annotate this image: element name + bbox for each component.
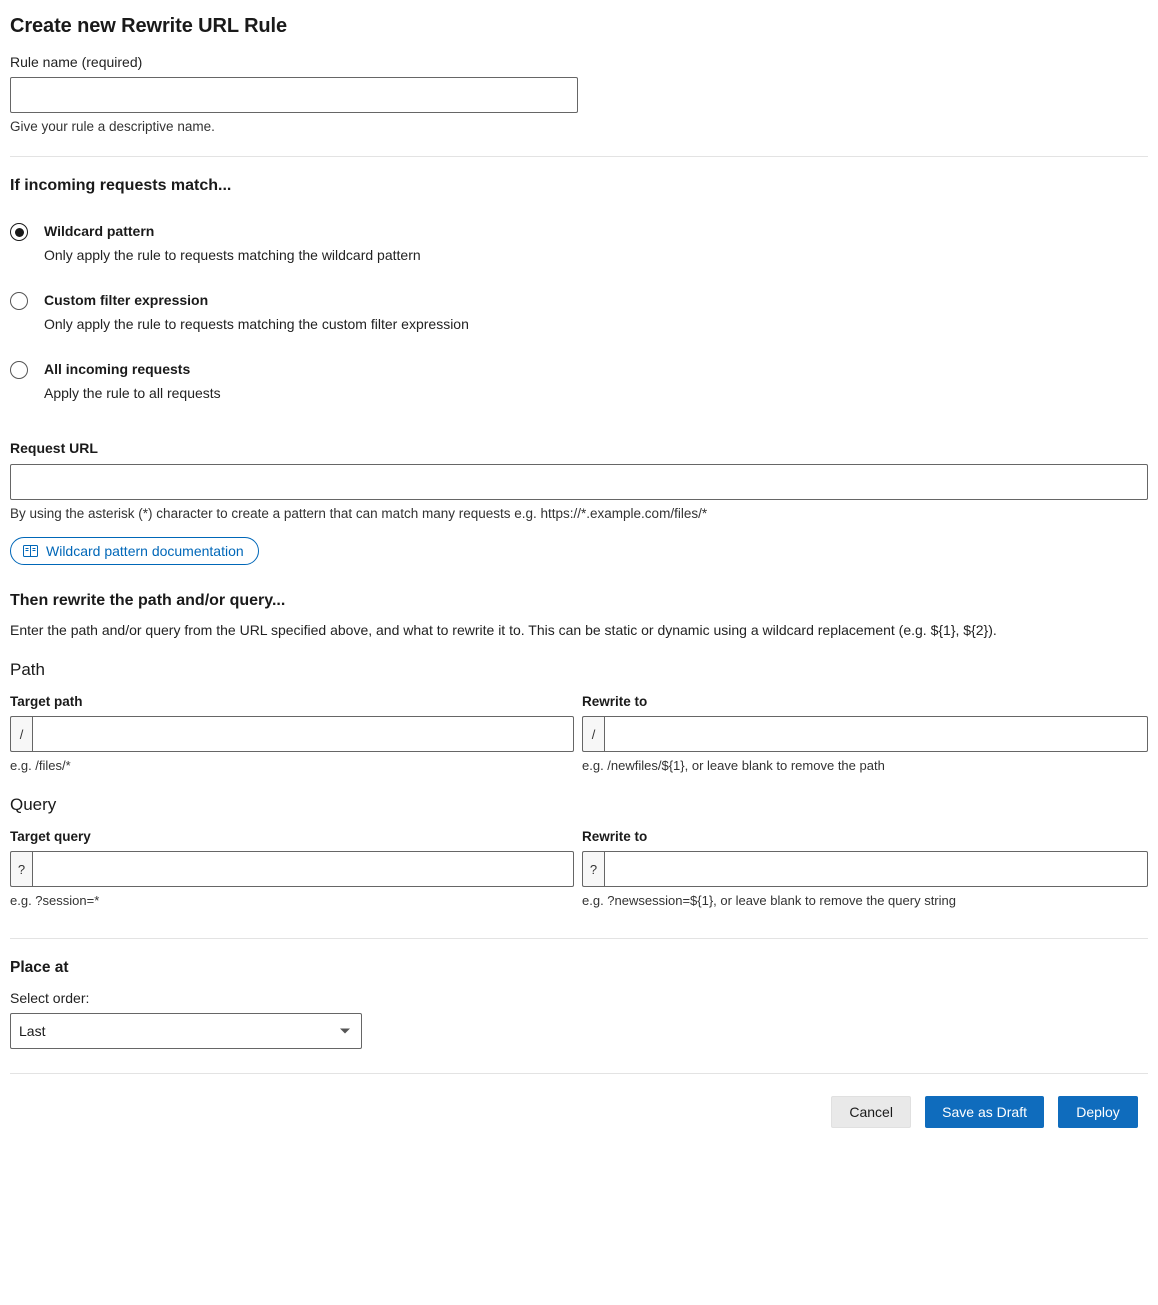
- target-query-hint: e.g. ?session=*: [10, 893, 100, 908]
- divider-place-at: [10, 938, 1148, 939]
- rule-name-field-group: [10, 54, 1148, 134]
- path-rewrite-to-field-group: [582, 694, 1148, 773]
- path-rewrite-to-label: Rewrite to: [582, 694, 648, 709]
- request-url-field-group: [10, 440, 1148, 565]
- target-path-hint: e.g. /files/*: [10, 758, 71, 773]
- select-order-label: Select order:: [10, 990, 90, 1006]
- divider-top: [10, 156, 1148, 157]
- query-group-heading: Query: [10, 795, 57, 814]
- request-url-hint: By using the asterisk (*) character to create a pattern that can match many requests e.g. https://*.example.com/files/*: [10, 506, 708, 521]
- radio-option-all-incoming-requests[interactable]: [10, 359, 1148, 404]
- target-path-field-group: [10, 694, 574, 773]
- query-group-row: [10, 829, 1148, 908]
- query-rewrite-to-prefix: ?: [582, 851, 604, 887]
- target-query-input[interactable]: [32, 851, 574, 887]
- deploy-button[interactable]: Deploy: [1058, 1096, 1138, 1128]
- book-icon: [23, 544, 38, 558]
- radio-option-wildcard-pattern[interactable]: [10, 221, 1148, 266]
- page-title: Create new Rewrite URL Rule: [10, 15, 288, 37]
- target-query-prefix: ?: [10, 851, 32, 887]
- place-at-heading: Place at: [10, 959, 69, 976]
- path-rewrite-to-hint: e.g. /newfiles/${1}, or leave blank to remove the path: [582, 758, 885, 773]
- request-url-input[interactable]: [10, 464, 1148, 500]
- radio-custom-filter-expression-description: Only apply the rule to requests matching the custom filter expression: [44, 316, 469, 332]
- radio-wildcard-pattern-title: Wildcard pattern: [44, 223, 155, 239]
- target-query-label: Target query: [10, 829, 91, 844]
- path-rewrite-to-input[interactable]: [604, 716, 1148, 752]
- match-section-heading: If incoming requests match...: [10, 177, 232, 194]
- rule-name-input[interactable]: [10, 77, 578, 113]
- select-order-wrapper[interactable]: [10, 1013, 362, 1049]
- radio-wildcard-pattern-icon[interactable]: [10, 223, 28, 241]
- query-rewrite-to-input[interactable]: [604, 851, 1148, 887]
- radio-all-incoming-requests-description: Apply the rule to all requests: [44, 385, 221, 401]
- select-order-dropdown[interactable]: [10, 1013, 362, 1049]
- query-rewrite-to-label: Rewrite to: [582, 829, 648, 844]
- rewrite-section-heading: Then rewrite the path and/or query...: [10, 592, 286, 609]
- query-rewrite-to-field-group: [582, 829, 1148, 908]
- target-query-field-group: [10, 829, 574, 908]
- radio-wildcard-pattern-description: Only apply the rule to requests matching the wildcard pattern: [44, 247, 421, 263]
- save-as-draft-button[interactable]: Save as Draft: [925, 1096, 1044, 1128]
- rule-name-hint: Give your rule a descriptive name.: [10, 119, 215, 134]
- path-rewrite-to-prefix: /: [582, 716, 604, 752]
- radio-custom-filter-expression-icon[interactable]: [10, 292, 28, 310]
- target-path-prefix: /: [10, 716, 32, 752]
- form-actions: [10, 1074, 1148, 1146]
- wildcard-pattern-documentation-label: Wildcard pattern documentation: [46, 543, 244, 559]
- path-group-heading: Path: [10, 660, 45, 679]
- radio-option-custom-filter-expression[interactable]: [10, 290, 1148, 335]
- query-rewrite-to-hint: e.g. ?newsession=${1}, or leave blank to remove the query string: [582, 893, 956, 908]
- wildcard-pattern-documentation-link[interactable]: [10, 537, 259, 565]
- radio-all-incoming-requests-icon[interactable]: [10, 361, 28, 379]
- path-group-row: [10, 694, 1148, 773]
- target-path-input[interactable]: [32, 716, 574, 752]
- cancel-button[interactable]: Cancel: [831, 1096, 911, 1128]
- rewrite-section-description: Enter the path and/or query from the URL specified above, and what to rewrite it to. This can be static or dynamic using a wildcard replacement (e.g. ${1}, ${2}).: [10, 622, 997, 638]
- rule-name-label: Rule name (required): [10, 54, 143, 70]
- request-url-label: Request URL: [10, 440, 98, 456]
- radio-all-incoming-requests-title: All incoming requests: [44, 361, 191, 377]
- target-path-label: Target path: [10, 694, 83, 709]
- radio-custom-filter-expression-title: Custom filter expression: [44, 292, 209, 308]
